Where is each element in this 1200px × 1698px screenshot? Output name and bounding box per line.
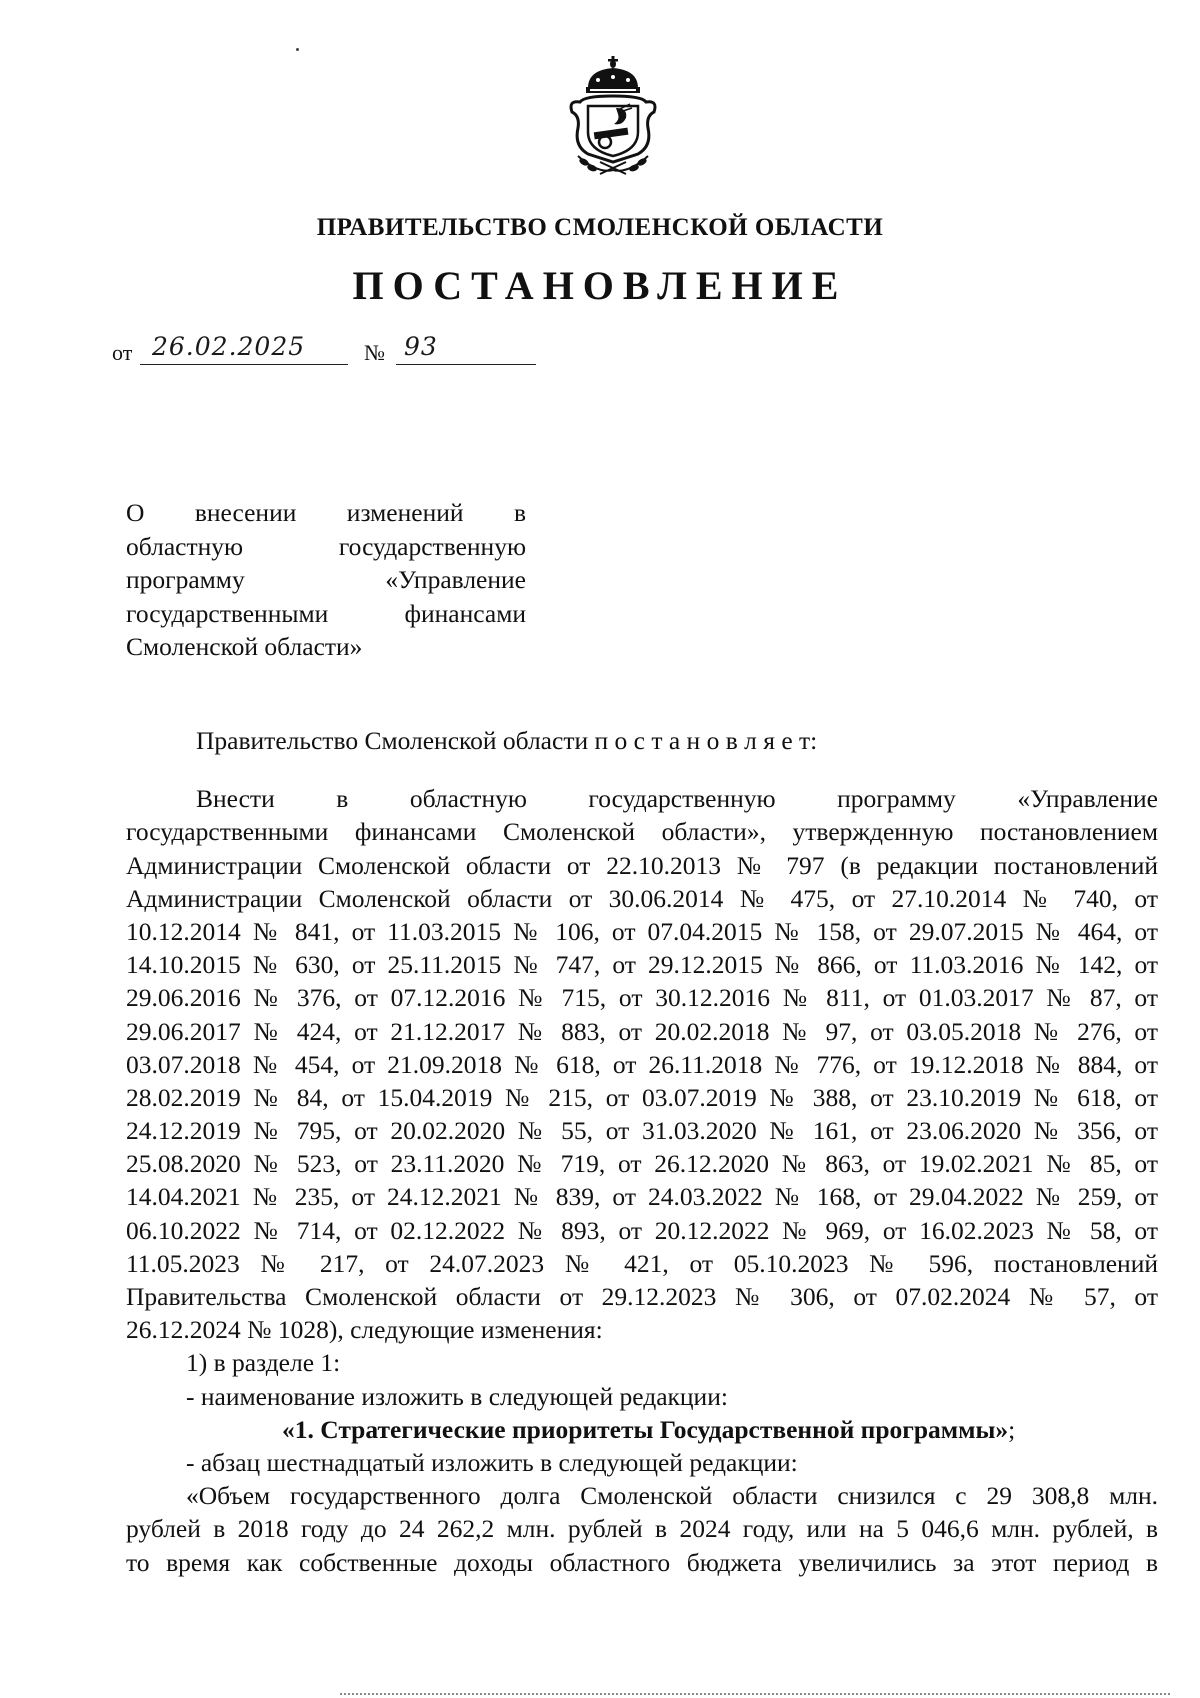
date-prefix: от <box>112 340 133 365</box>
document-body <box>126 724 1158 1579</box>
body-line: 14.10.2015 № 630, от 25.11.2015 № 747, от 29.12.2015 № 866, от 11.03.2016 № 142, от <box>126 950 1158 980</box>
handwritten-number: 93 <box>404 332 438 361</box>
body-line: 06.10.2022 № 714, от 02.12.2022 № 893, от 20.12.2022 № 969, от 16.02.2023 № 58, от <box>126 1215 1158 1245</box>
body-line: 03.07.2018 № 454, от 21.09.2018 № 618, от 26.11.2018 № 776, от 19.12.2018 № 884, от <box>126 1049 1158 1079</box>
subject-line: Смоленской области» <box>126 632 363 661</box>
body-line: 29.06.2016 № 376, от 07.12.2016 № 715, от 30.12.2016 № 811, от 01.03.2017 № 87, от <box>126 983 1158 1013</box>
subject-line: О внесении изменений в <box>126 498 526 527</box>
decree-line <box>126 724 1158 757</box>
body-line: 10.12.2014 № 841, от 11.03.2015 № 106, от 07.04.2015 № 158, от 29.07.2015 № 464, от <box>126 916 1158 946</box>
subject-line: государственными финансами <box>126 598 526 628</box>
amendment-item-paragraph: - абзац шестнадцатый изложить в следующей редакции: <box>186 1447 798 1477</box>
new-heading-tail: ; <box>1008 1414 1016 1444</box>
body-line: 25.08.2020 № 523, от 23.11.2020 № 719, от 26.12.2020 № 863, от 19.02.2021 № 85, от <box>126 1149 1158 1179</box>
body-line: Администрации Смоленской области от 30.06.2014 № 475, от 27.10.2014 № 740, от <box>126 883 1158 913</box>
subject-line: программу «Управление <box>126 565 526 594</box>
decree-intro: Правительство Смоленской области <box>196 726 589 755</box>
subject-line: областную государственную <box>126 531 526 561</box>
body-line: 11.05.2023 № 217, от 24.07.2023 № 421, от 05.10.2023 № 596, постановлений <box>126 1248 1158 1278</box>
date-underline <box>140 364 348 365</box>
decree-verb: п о с т а н о в л я е т: <box>594 726 818 755</box>
body-line: 24.12.2019 № 795, от 20.02.2020 № 55, от 31.03.2020 № 161, от 23.06.2020 № 356, от <box>126 1116 1158 1146</box>
quote-line: «Объем государственного долга Смоленской области снизился с 29 308,8 млн. <box>186 1481 1158 1511</box>
quote-line: то время как собственные доходы областного бюджета увеличились за этот период в <box>126 1547 1158 1577</box>
body-line: 14.04.2021 № 235, от 24.12.2021 № 839, от 24.03.2022 № 168, от 29.04.2022 № 259, от <box>126 1182 1158 1212</box>
amendment-item-name: - наименование изложить в следующей редакции: <box>186 1381 728 1411</box>
coat-of-arms-emblem <box>558 50 668 180</box>
number-prefix: № <box>364 340 385 365</box>
document-type-heading: ПОСТАНОВЛЕНИЕ <box>352 263 848 308</box>
scan-bottom-marks <box>340 1690 1170 1695</box>
date-number-line <box>112 332 532 368</box>
handwritten-date: 26.02.2025 <box>152 332 306 361</box>
body-line: государственными финансами Смоленской области», утвержденную постановлением <box>126 817 1158 847</box>
government-title: ПРАВИТЕЛЬСТВО СМОЛЕНСКОЙ ОБЛАСТИ <box>316 214 884 241</box>
new-heading-text: «1. Стратегические приоритеты Государственной программы» <box>282 1414 1009 1444</box>
body-line: Правительства Смоленской области от 29.12.2023 № 306, от 07.02.2024 № 57, от <box>126 1282 1158 1311</box>
body-line: 26.12.2024 № 1028), следующие изменения: <box>126 1315 603 1345</box>
scan-speck <box>296 48 299 51</box>
new-heading-line <box>126 1413 1158 1446</box>
document-subject <box>126 496 526 664</box>
body-line: 29.06.2017 № 424, от 21.12.2017 № 883, от 20.02.2018 № 97, от 03.05.2018 № 276, от <box>126 1016 1158 1046</box>
number-underline <box>396 364 536 365</box>
body-line: Внести в областную государственную программу «Управление <box>196 784 1158 814</box>
quote-line: рублей в 2018 году до 24 262,2 млн. рублей в 2024 году, или на 5 046,6 млн. рублей, в <box>126 1514 1158 1544</box>
amendment-item-1: 1) в разделе 1: <box>186 1348 341 1378</box>
body-line: Администрации Смоленской области от 22.10.2013 № 797 (в редакции постановлений <box>126 850 1158 880</box>
body-line: 28.02.2019 № 84, от 15.04.2019 № 215, от 03.07.2019 № 388, от 23.10.2019 № 618, от <box>126 1082 1158 1112</box>
